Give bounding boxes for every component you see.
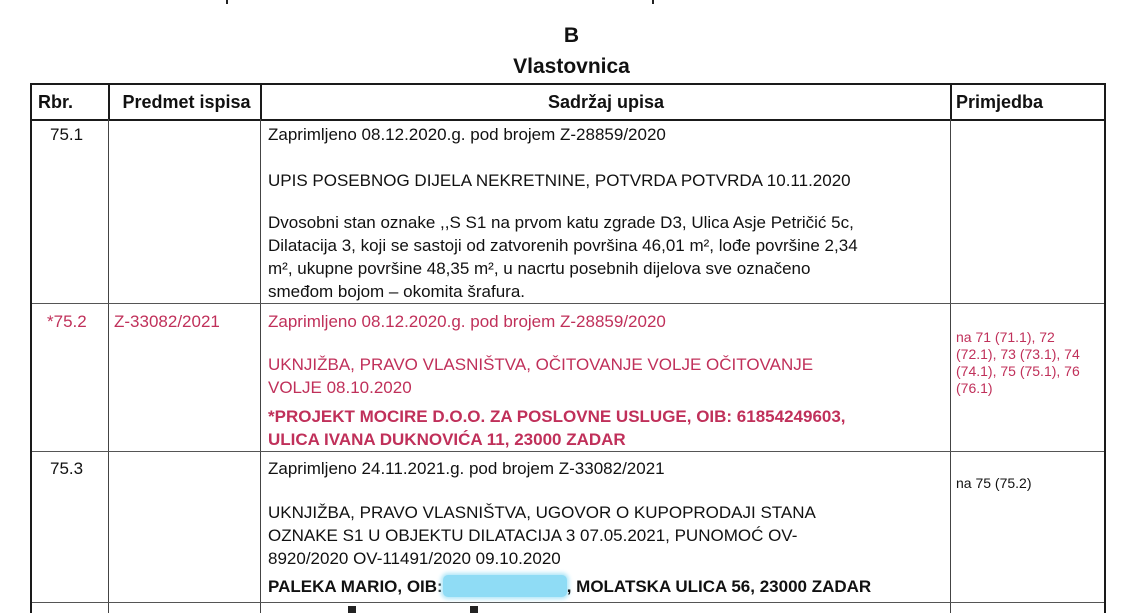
- note-line: (74.1), 75 (75.1), 76: [956, 363, 1080, 379]
- row-number: 75.3: [50, 459, 84, 478]
- entry-line: UKNJIŽBA, PRAVO VLASNIŠTVA, UGOVOR O KUPOPRODAJI STANA: [268, 503, 816, 522]
- header-rbr: Rbr.: [38, 92, 74, 112]
- received-line: Zaprimljeno 08.12.2020.g. pod brojem Z-28859/2020: [268, 125, 666, 144]
- entry-line: UKNJIŽBA, PRAVO VLASNIŠTVA, OČITOVANJE VOLJE OČITOVANJE: [268, 355, 814, 374]
- description-line: Dvosobni stan oznake ,,S S1 na prvom katu zgrade D3, Ulica Asje Petričić 5c,: [268, 213, 854, 232]
- redaction-mark: [443, 575, 567, 597]
- note-line: (76.1): [956, 380, 993, 396]
- row-separator: [32, 451, 1104, 452]
- section-letter: B: [563, 24, 580, 47]
- entry-line: VOLJE 08.10.2020: [268, 378, 412, 397]
- header-sadrzaj: Sadržaj upisa: [547, 92, 665, 112]
- entry-line: 8920/2020 OV-11491/2020 09.10.2020: [268, 549, 561, 568]
- owner-line: [268, 575, 871, 598]
- cut-off-previous-text: [0, 0, 1143, 6]
- header-predmet: Predmet ispisa: [122, 92, 251, 112]
- entry-line: UPIS POSEBNOG DIJELA NEKRETNINE, POTVRDA POTVRDA 10.11.2020: [268, 171, 851, 190]
- owner-line: ULICA IVANA DUKNOVIĆA 11, 23000 ZADAR: [268, 430, 626, 449]
- description-line: Dilatacija 3, koji se sastoji od zatvorenih površina 46,01 m², lođe površine 2,34: [268, 236, 858, 255]
- owner-name: PALEKA MARIO, OIB:: [268, 577, 443, 596]
- predmet-value: Z-33082/2021: [114, 312, 220, 331]
- row-number: 75.1: [50, 125, 84, 144]
- description-line: m², ukupne površine 48,35 m², u nacrtu posebnih dijelova sve označeno: [268, 259, 811, 278]
- cut-off-next-text: [0, 604, 1143, 613]
- row-separator: [32, 303, 1104, 304]
- received-line: Zaprimljeno 24.11.2021.g. pod brojem Z-33082/2021: [268, 459, 665, 478]
- note-line: (72.1), 73 (73.1), 74: [956, 346, 1080, 362]
- header-primjedba: Primjedba: [956, 92, 1044, 112]
- row-number: *75.2: [47, 312, 87, 331]
- note-line: na 71 (71.1), 72: [956, 329, 1055, 345]
- owner-line: *PROJEKT MOCIRE D.O.O. ZA POSLOVNE USLUGE, OIB: 61854249603,: [268, 407, 846, 426]
- owner-address: , MOLATSKA ULICA 56, 23000 ZADAR: [566, 577, 872, 596]
- received-line: Zaprimljeno 08.12.2020.g. pod brojem Z-28859/2020: [268, 312, 666, 331]
- entry-line: OZNAKE S1 U OBJEKTU DILATACIJA 3 07.05.2021, PUNOMOĆ OV-: [268, 526, 798, 545]
- ownership-table: [30, 83, 1106, 613]
- description-line: smeđom bojom – okomita šrafura.: [268, 282, 525, 301]
- row-separator: [32, 602, 1104, 603]
- note-line: na 75 (75.2): [956, 475, 1032, 491]
- section-title: Vlastovnica: [513, 55, 630, 78]
